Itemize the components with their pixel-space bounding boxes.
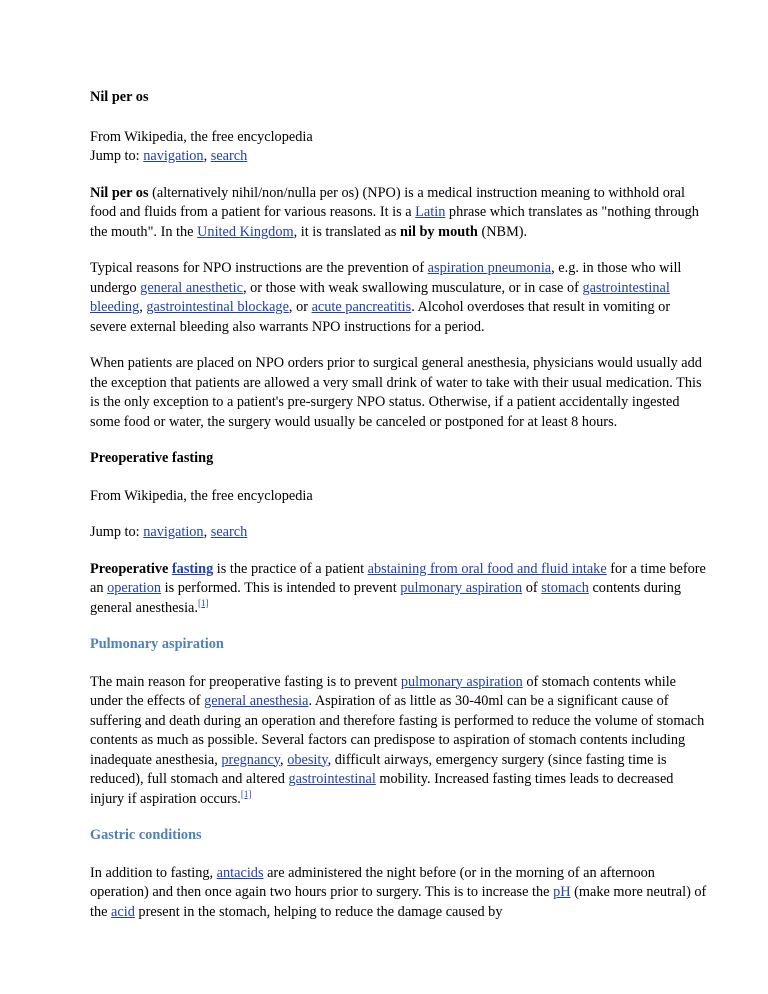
source-line: From Wikipedia, the free encyclopedia — [90, 128, 313, 145]
gastric-conditions-heading: Gastric conditions — [90, 827, 202, 843]
pulmonary-aspiration-link-2[interactable]: pulmonary aspiration — [400, 673, 523, 690]
acute-pancreatitis-link[interactable]: acute pancreatitis — [311, 299, 412, 315]
antacids-link[interactable]: antacids — [216, 864, 264, 881]
search-link-2[interactable]: search — [210, 524, 248, 540]
general-anesthetic-link[interactable]: general anesthetic — [140, 279, 243, 296]
pulmonary-aspiration-heading: Pulmonary aspiration — [90, 636, 224, 652]
obesity-link[interactable]: obesity — [287, 751, 328, 768]
preoperative-fasting-heading: Preoperative fasting — [90, 450, 214, 466]
united-kingdom-link[interactable]: United Kingdom — [197, 223, 294, 240]
gastrointestinal-link[interactable]: gastrointestinal — [288, 771, 376, 787]
pulmonary-paragraph: The main reason for preoperative fasting is to prevent pulmonary aspiration of stomach contents while under the effects of general anesthesia. Aspiration of as little as 30-40ml can be a significant cause of suffering and death during an operation and therefore fasting is performed to reduce the volume of stomach contents as much as possible. Several factors can predispose to aspiration of stomach contents including inadequate anesthesia, pregnancy, obesity, difficult airways, emergency surgery (since fasting time is reduced), full stomach and altered gastrointestinal mobility. Increased fasting times leads to decreased injury if aspiration occurs.[1] — [90, 673, 705, 807]
fasting-link[interactable]: fasting — [171, 560, 214, 577]
aspiration-pneumonia-link[interactable]: aspiration pneumonia — [427, 260, 552, 276]
intro-paragraph: Nil per os (alternatively nihil/non/nulla per os) (NPO) is a medical instruction meaning to withhold oral food and fluids from a patient for various reasons. It is a Latin phrase which translates as "nothing through the mouth". In the United Kingdom, it is translated as nil by mouth (NBM). — [90, 184, 699, 240]
exception-paragraph: When patients are placed on NPO orders prior to surgical general anesthesia, physicians would usually add the exception that patients are allowed a very small drink of water to take with their usual medication. This is the only exception to a patient's pre-surgery NPO status. Otherwise, if a patient accidentally ingested some food or water, the surgery would usually be canceled or postponed for at least 8 hours. — [90, 355, 702, 430]
gi-bleeding-link[interactable]: gastrointestinal bleeding — [90, 279, 670, 315]
reasons-paragraph: Typical reasons for NPO instructions are the prevention of aspiration pneumonia, e.g. in those who will undergo general anesthetic, or those with weak swallowing musculature, or in case of gastrointestinal bleeding, gastrointestinal blockage, or acute pancreatitis. Alcohol overdoses that result in vomiting or severe external bleeding also warrants NPO instructions for a period. — [90, 260, 682, 335]
pregnancy-link[interactable]: pregnancy — [221, 751, 281, 768]
page-title: Nil per os — [90, 89, 149, 105]
preoperative-paragraph: Preoperative fasting is the practice of a patient abstaining from oral food and fluid intake for a time before an operation is performed. This is intended to prevent pulmonary aspiration of stomach contents during general anesthesia.[1] — [90, 560, 706, 616]
operation-link[interactable]: operation — [107, 580, 162, 596]
general-anesthesia-link[interactable]: general anesthesia — [204, 693, 309, 709]
gi-blockage-link[interactable]: gastrointestinal blockage — [146, 299, 289, 315]
jump-to-line: Jump to: navigation, search — [90, 148, 248, 164]
jump-to-line-2: Jump to: navigation, search — [90, 524, 248, 540]
ph-link[interactable]: pH — [553, 884, 571, 900]
source-line-2: From Wikipedia, the free encyclopedia — [90, 487, 313, 504]
reference-link-2[interactable]: [1] — [240, 788, 252, 799]
pulmonary-aspiration-link[interactable]: pulmonary aspiration — [400, 580, 523, 596]
navigation-link-2[interactable]: navigation — [143, 524, 204, 540]
gastric-paragraph: In addition to fasting, antacids are administered the night before (or in the morning of an afternoon operation) and then once again two hours prior to surgery. This is to increase the pH (make more neutral) of the acid present in the stomach, helping to reduce the damage caused by — [90, 864, 707, 920]
search-link[interactable]: search — [210, 148, 248, 164]
reference-link-1[interactable]: [1] — [197, 597, 209, 608]
abstaining-link[interactable]: abstaining from oral food and fluid intake — [367, 560, 607, 577]
acid-link[interactable]: acid — [111, 903, 135, 920]
latin-link[interactable]: Latin — [415, 204, 446, 220]
navigation-link[interactable]: navigation — [143, 148, 204, 164]
stomach-link[interactable]: stomach — [541, 580, 589, 596]
